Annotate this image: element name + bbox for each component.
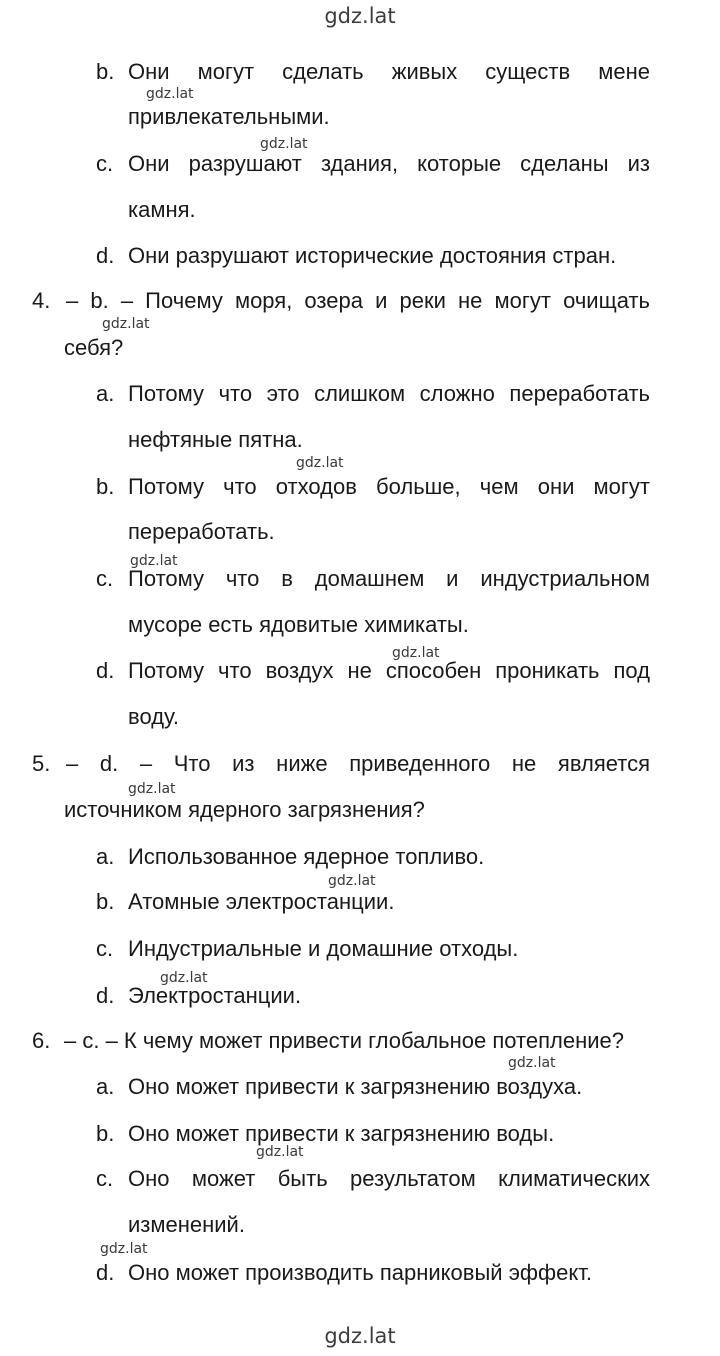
option-text: привлекательными. [128,104,330,129]
watermark: gdz.lat [296,455,344,471]
option-text: воду. [128,704,179,729]
watermark: gdz.lat [160,970,208,986]
option-text: Потому что отходов больше, чем они могут [128,474,650,499]
option-marker: a. [96,844,115,869]
question-text: – c. – К чему может привести глобальное потепление? [64,1028,624,1053]
question-text: себя? [64,335,124,360]
page-footer: gdz.lat [324,1324,396,1348]
option-marker: d. [96,658,115,683]
option-text: Оно может привести к загрязнению воды. [128,1121,555,1146]
option-text: Потому что это слишком сложно переработать [128,381,650,406]
option-text: камня. [128,197,196,222]
option-text: Индустриальные и домашние отходы. [128,936,519,961]
option-text: Электростанции. [128,983,302,1008]
option-text: Они могут сделать живых существ мене [128,59,650,84]
watermark: gdz.lat [130,553,178,569]
option-text: Использованное ядерное топливо. [128,844,485,869]
watermark: gdz.lat [256,1144,304,1160]
option-text: Оно может привести к загрязнению воздуха. [128,1074,583,1099]
option-marker: a. [96,1074,115,1099]
page-header: gdz.lat [324,4,396,28]
watermark: gdz.lat [328,873,376,889]
option-marker: d. [96,1260,115,1285]
question-text: – d. – Что из ниже приведенного не является [66,751,650,776]
option-marker: c. [96,936,114,961]
option-text: Атомные электростанции. [128,889,395,914]
option-text: Оно может быть результатом климатических [128,1166,650,1191]
option-marker: a. [96,381,115,406]
option-text: переработать. [128,519,275,544]
option-text: Оно может производить парниковый эффект. [128,1260,592,1285]
option-marker: c. [96,151,114,176]
option-text: Они разрушают здания, которые сделаны из [128,151,650,176]
question-number: 4. [32,288,51,313]
watermark: gdz.lat [260,136,308,152]
option-marker: d. [96,243,115,268]
option-marker: c. [96,566,114,591]
option-text: нефтяные пятна. [128,427,303,452]
option-text: мусоре есть ядовитые химикаты. [128,612,469,637]
question-text: источником ядерного загрязнения? [64,797,425,822]
option-text: Потому что воздух не способен проникать под [128,658,650,683]
watermark: gdz.lat [100,1241,148,1257]
watermark: gdz.lat [508,1055,556,1071]
option-marker: b. [96,474,115,499]
question-number: 6. [32,1028,51,1053]
option-marker: d. [96,983,115,1008]
question-number: 5. [32,751,51,776]
option-marker: b. [96,59,115,84]
watermark: gdz.lat [128,781,176,797]
option-marker: b. [96,889,115,914]
watermark: gdz.lat [102,316,150,332]
option-marker: b. [96,1121,115,1146]
question-text: – b. – Почему моря, озера и реки не могут очищать [66,288,650,313]
option-text: Потому что в домашнем и индустриальном [128,566,650,591]
watermark: gdz.lat [146,86,194,102]
option-text: изменений. [128,1212,245,1237]
option-marker: c. [96,1166,114,1191]
option-text: Они разрушают исторические достояния стран. [128,243,617,268]
watermark: gdz.lat [392,645,440,661]
